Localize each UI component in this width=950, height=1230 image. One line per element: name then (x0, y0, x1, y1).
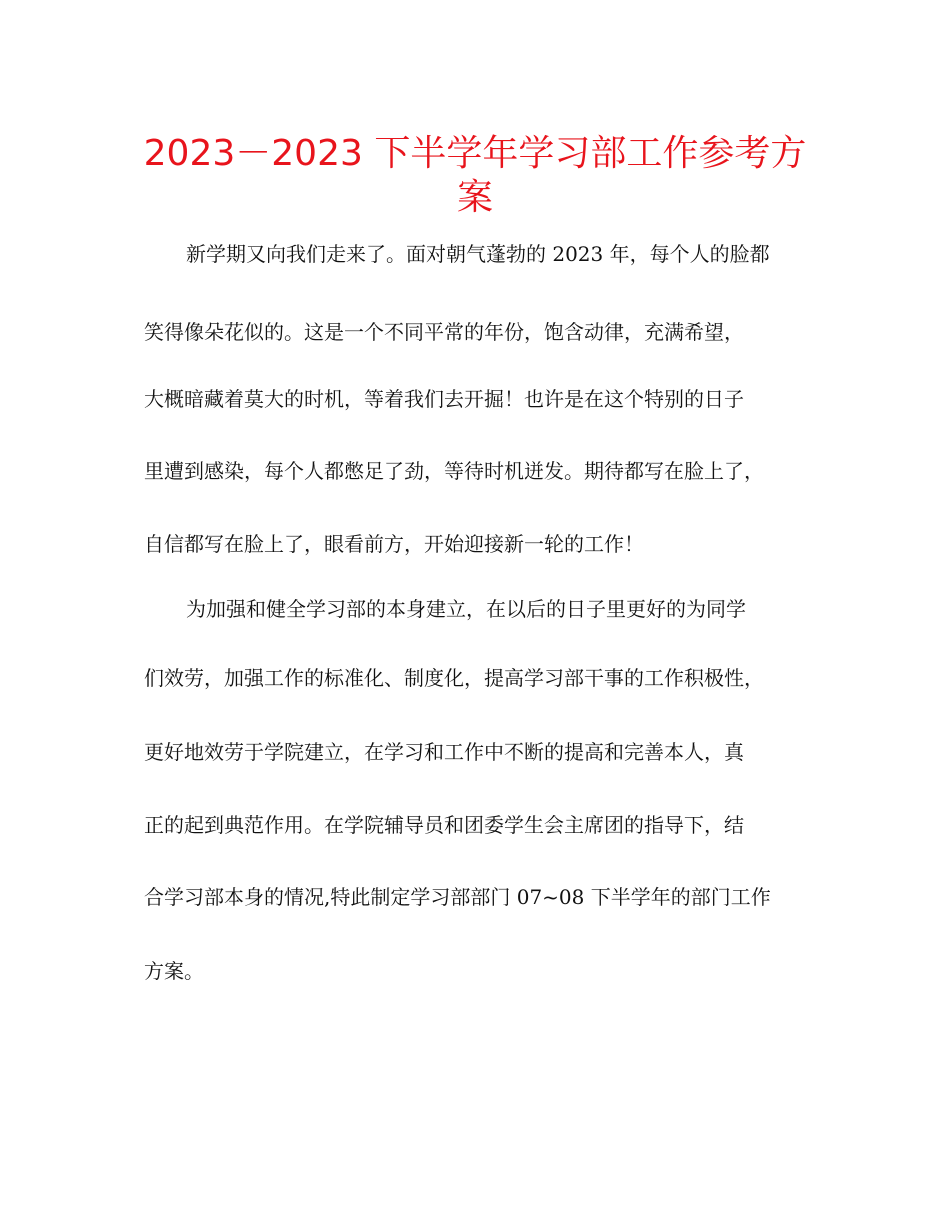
paragraph-2-line-1: 为加强和健全学习部的本身建立，在以后的日子里更好的为同学 (186, 597, 746, 621)
paragraph-2-line-6: 方案。 (144, 959, 204, 983)
paragraph-2-line-5: 合学习部本身的情况,特此制定学习部部门 07~08 下半学年的部门工作 (144, 885, 771, 909)
paragraph-1-line-1: 新学期又向我们走来了。面对朝气蓬勃的 2023 年，每个人的脸都 (186, 242, 770, 266)
paragraph-1-line-4: 里遭到感染，每个人都憋足了劲，等待时机迸发。期待都写在脸上了， (144, 459, 764, 483)
paragraph-2-line-2: 们效劳，加强工作的标准化、制度化，提高学习部干事的工作积极性， (144, 666, 764, 690)
paragraph-1-line-2: 笑得像朵花似的。这是一个不同平常的年份，饱含动律，充满希望， (144, 320, 744, 344)
paragraph-1-line-3: 大概暗藏着莫大的时机，等着我们去开掘！也许是在这个特别的日子 (144, 387, 744, 411)
title-line-1: 2023－2023 下半学年学习部工作参考方 (143, 133, 807, 174)
title-line-2: 案 (456, 177, 493, 218)
paragraph-1-line-5: 自信都写在脸上了，眼看前方，开始迎接新一轮的工作！ (144, 532, 644, 556)
paragraph-2-line-4: 正的起到典范作用。在学院辅导员和团委学生会主席团的指导下，结 (144, 813, 744, 837)
paragraph-2-line-3: 更好地效劳于学院建立，在学习和工作中不断的提高和完善本人，真 (144, 740, 744, 764)
page-title (130, 132, 820, 220)
